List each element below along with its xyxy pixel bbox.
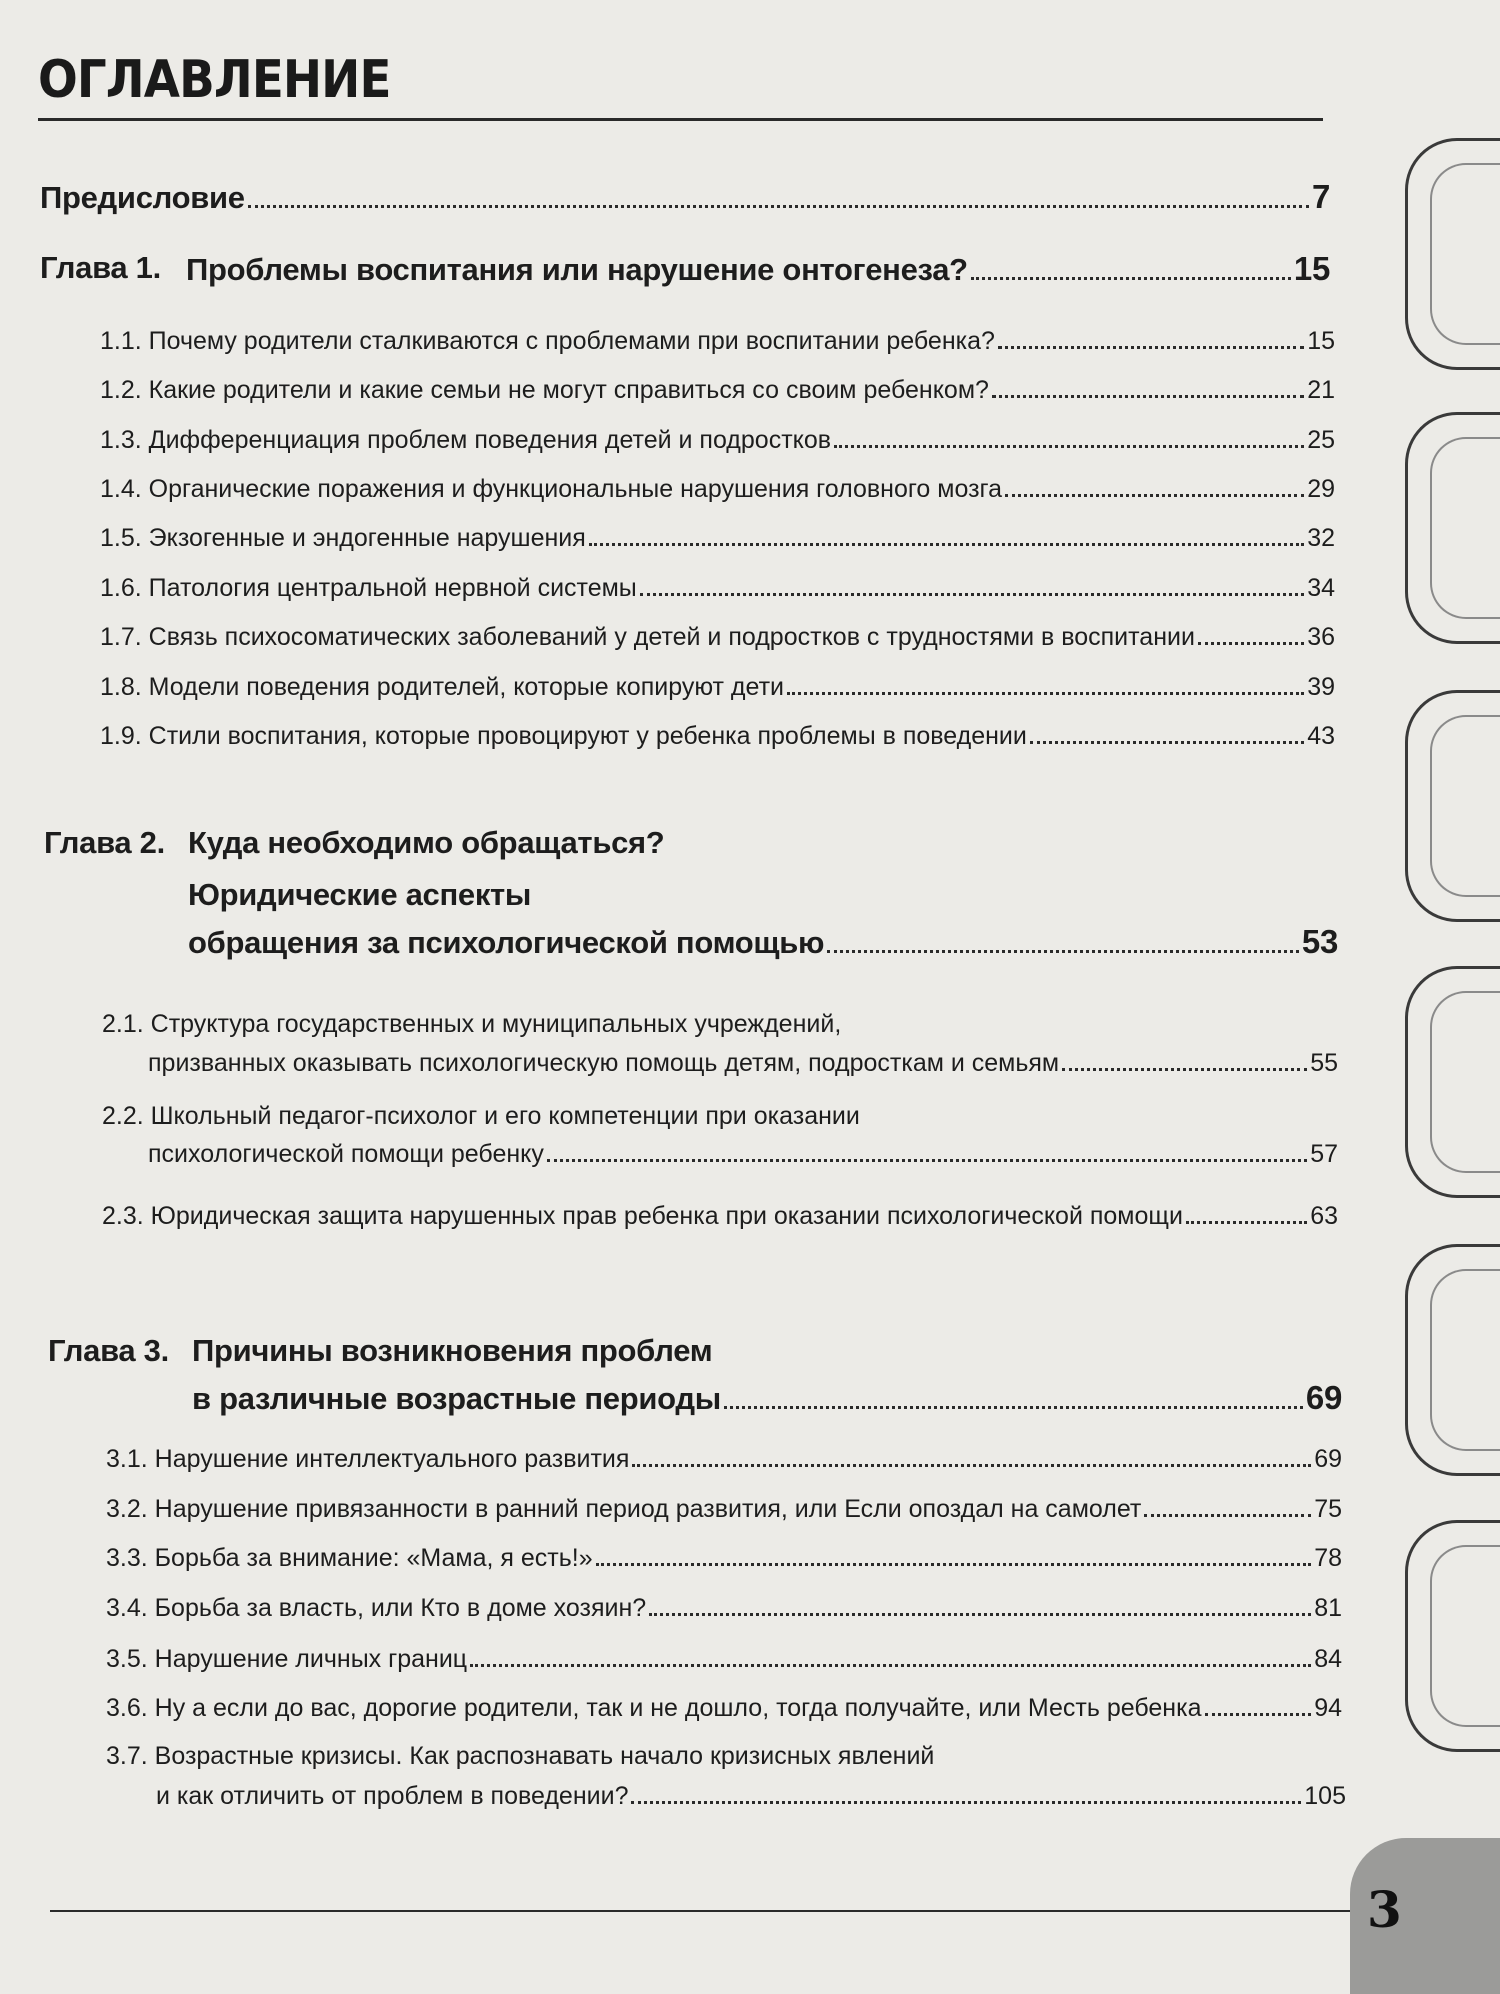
toc-entry-1-1[interactable] [100,327,1335,356]
toc-entry-page: 78 [1314,1544,1342,1572]
leader-dots [596,1561,1312,1566]
chapter-3-title-line-1: Причины возникновения проблем [192,1333,713,1368]
chapter-3-title-line-2: в различные возрастные периоды [192,1381,721,1416]
section-thumb-tab [1405,966,1500,1198]
toc-entry-page: 15 [1307,327,1335,355]
toc-entry-page: 21 [1307,376,1335,404]
toc-entry-page: 84 [1314,1645,1342,1673]
leader-dots [589,541,1304,546]
toc-entry-label: 3.2. Нарушение привязанности в ранний период развития, или Если опоздал на самолет [106,1495,1142,1523]
toc-entry-label: 1.4. Органические поражения и функциональные нарушения головного мозга [100,475,1003,503]
toc-entry-page: 57 [1310,1140,1338,1168]
toc-entry-page: 69 [1314,1445,1342,1473]
toc-entry-page: 29 [1307,475,1335,503]
toc-entry-label: 1.6. Патология центральной нервной системы [100,574,637,602]
toc-entry-3-7[interactable] [156,1782,1346,1811]
toc-entry-3-7-line-1: 3.7. Возрастные кризисы. Как распознавать начало кризисных явлений [106,1742,935,1770]
toc-entry-3-3[interactable] [106,1544,1342,1573]
leader-dots [1062,1066,1307,1071]
toc-entry-1-6[interactable] [100,574,1335,603]
toc-entry-label: психологической помощи ребенку [148,1140,544,1168]
chapter-2-number: Глава 2. [44,825,165,860]
page-title: ОГЛАВЛЕНИЕ [38,50,391,110]
leader-dots [632,1462,1311,1467]
toc-entry-label: 2.3. Юридическая защита нарушенных прав ребенка при оказании психологической помощи [102,1202,1183,1230]
toc-entry-label: 1.1. Почему родители сталкиваются с проблемами при воспитании ребенка? [100,327,995,355]
toc-entry-label: 1.2. Какие родители и какие семьи не могут справиться со своим ребенком? [100,376,989,404]
toc-entry-label: 1.3. Дифференциация проблем поведения детей и подростков [100,426,832,454]
toc-entry-2-2[interactable] [148,1140,1338,1169]
toc-entry-label: Предисловие [40,180,245,215]
toc-entry-3-2[interactable] [106,1495,1342,1524]
chapter-2-title-line-3: обращения за психологической помощью [188,925,825,960]
toc-entry-preface[interactable] [40,178,1330,216]
toc-entry-2-2-line-1: 2.2. Школьный педагог-психолог и его компетенции при оказании [102,1102,860,1130]
toc-entry-label: 3.4. Борьба за власть, или Кто в доме хозяин? [106,1594,647,1622]
toc-entry-page: 105 [1304,1782,1346,1810]
leader-dots [1198,640,1304,645]
toc-entry-2-3[interactable] [102,1202,1338,1231]
toc-entry-page: 43 [1307,722,1335,750]
toc-entry-1-9[interactable] [100,722,1335,751]
toc-entry-label: 3.6. Ну а если до вас, дорогие родители, так и не дошло, тогда получайте, или Месть ребенка [106,1694,1202,1722]
toc-entry-label: 1.5. Экзогенные и эндогенные нарушения [100,524,586,552]
toc-entry-label: 3.3. Борьба за внимание: «Мама, я есть!» [106,1544,593,1572]
toc-entry-label: 1.9. Стили воспитания, которые провоцируют у ребенка проблемы в поведении [100,722,1027,750]
toc-entry-label: и как отличить от проблем в поведении? [156,1782,629,1810]
toc-entry-page: 39 [1307,673,1335,701]
toc-entry-1-3[interactable] [100,426,1335,455]
toc-entry-label: 3.5. Нарушение личных границ [106,1645,468,1673]
toc-entry-page: 55 [1310,1049,1338,1077]
toc-entry-page: 25 [1307,426,1335,454]
leader-dots [971,275,1291,280]
toc-entry-3-5[interactable] [106,1645,1342,1674]
chapter-1-number: Глава 1. [40,250,161,285]
leader-dots [787,690,1304,695]
toc-entry-page: 15 [1293,250,1330,287]
toc-entry-2-1-line-1: 2.1. Структура государственных и муниципальных учреждений, [102,1010,842,1038]
section-thumb-tab [1405,138,1500,370]
toc-entry-page: 63 [1310,1202,1338,1230]
toc-entry-chapter-3[interactable] [192,1379,1342,1417]
toc-entry-page: 7 [1311,178,1330,215]
section-thumb-tab [1405,1244,1500,1476]
leader-dots [724,1404,1303,1409]
toc-entry-1-8[interactable] [100,673,1335,702]
leader-dots [827,948,1299,953]
toc-entry-page: 36 [1307,623,1335,651]
leader-dots [1205,1711,1312,1716]
toc-entry-page: 75 [1314,1495,1342,1523]
toc-entry-page: 81 [1314,1594,1342,1622]
toc-entry-3-4[interactable] [106,1594,1342,1623]
leader-dots [547,1157,1307,1162]
toc-entry-page: 34 [1307,574,1335,602]
leader-dots [470,1662,1311,1667]
toc-entry-page: 94 [1314,1694,1342,1722]
chapter-2-title-line-2: Юридические аспекты [188,877,532,912]
leader-dots [1005,492,1304,497]
leader-dots [248,203,1309,208]
leader-dots [992,393,1304,398]
toc-entry-2-1[interactable] [148,1049,1338,1078]
section-thumb-tab [1405,1520,1500,1752]
leader-dots [1186,1219,1307,1224]
toc-entry-1-7[interactable] [100,623,1335,652]
toc-entry-label: 1.8. Модели поведения родителей, которые копируют дети [100,673,784,701]
toc-entry-1-4[interactable] [100,475,1335,504]
toc-entry-page: 32 [1307,524,1335,552]
toc-entry-3-6[interactable] [106,1694,1342,1723]
leader-dots [649,1611,1311,1616]
chapter-1-title: Проблемы воспитания или нарушение онтогенеза? [186,252,968,287]
title-divider [38,118,1323,121]
toc-entry-label: 1.7. Связь психосоматических заболеваний у детей и подростков с трудностями в воспитании [100,623,1195,651]
toc-entry-label: 3.1. Нарушение интеллектуального развития [106,1445,630,1473]
section-thumb-tab [1405,412,1500,644]
toc-entry-label: призванных оказывать психологическую помощь детям, подросткам и семьям [148,1049,1060,1077]
leader-dots [998,344,1304,349]
leader-dots [1144,1512,1311,1517]
leader-dots [834,443,1304,448]
leader-dots [1030,739,1304,744]
toc-entry-3-1[interactable] [106,1445,1342,1474]
toc-entry-1-2[interactable] [100,376,1335,405]
toc-entry-chapter-2[interactable] [188,923,1338,961]
chapter-3-number: Глава 3. [48,1333,169,1368]
toc-entry-chapter-1[interactable] [186,250,1330,288]
toc-entry-1-5[interactable] [100,524,1335,553]
leader-dots [640,591,1304,596]
leader-dots [631,1799,1301,1804]
footer-divider [50,1910,1350,1912]
section-thumb-tab [1405,690,1500,922]
toc-entry-page: 53 [1301,923,1338,960]
toc-entry-page: 69 [1305,1379,1342,1416]
page-number: 3 [1367,1880,1402,1939]
chapter-2-title-line-1: Куда необходимо обращаться? [188,825,665,860]
